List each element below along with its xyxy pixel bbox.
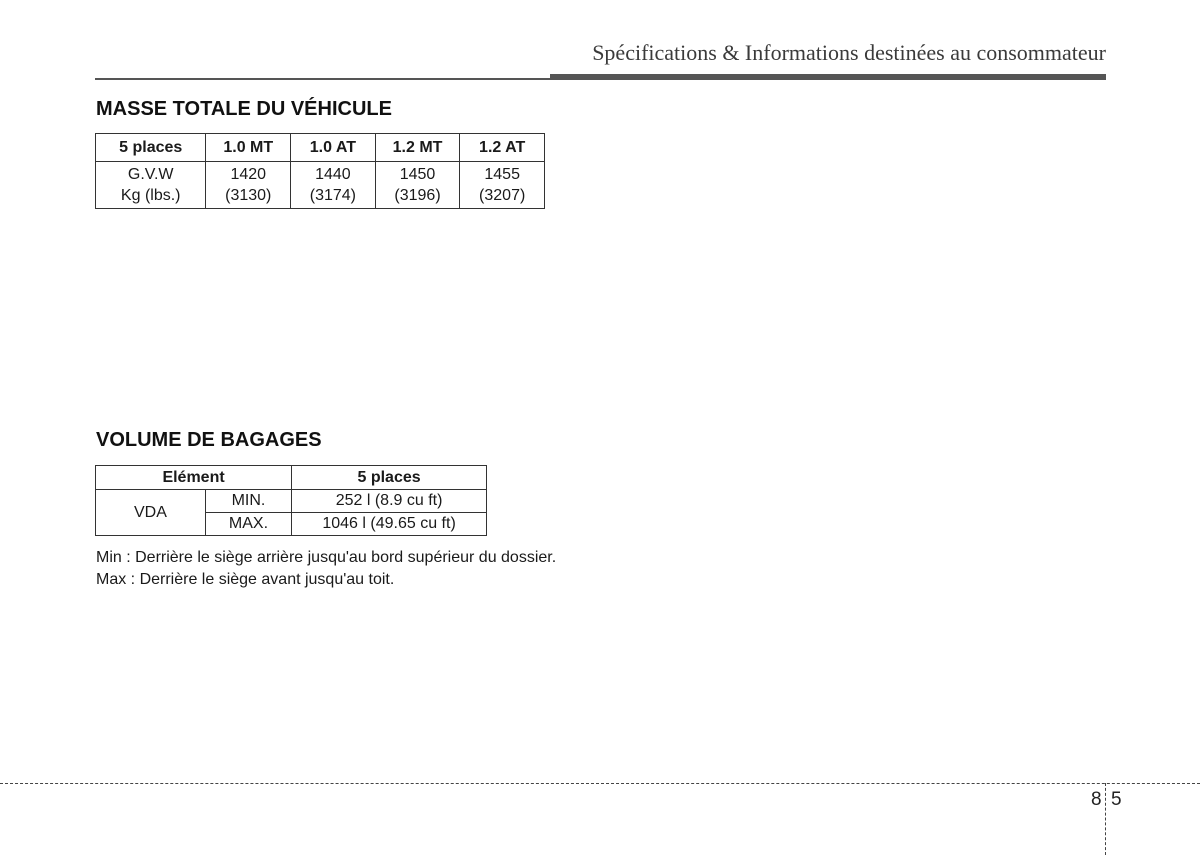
- luggage-volume-table: [95, 465, 487, 536]
- footer-dashed-divider: [1105, 783, 1106, 855]
- column-header: 1.0 AT: [291, 134, 376, 162]
- row-label-min: MIN.: [205, 490, 291, 513]
- table-row: [96, 162, 545, 209]
- chapter-number: 8: [1091, 789, 1102, 810]
- value-cell: [206, 162, 291, 209]
- header-rule-accent: [550, 74, 1106, 80]
- note-max: Max : Derrière le siège avant jusqu'au toit.: [96, 571, 395, 588]
- vehicle-weight-table: [95, 133, 545, 209]
- value-lbs: (3174): [309, 187, 356, 204]
- row-label-cell: [96, 162, 206, 209]
- value-cell: [460, 162, 545, 209]
- column-header-places: 5 places: [292, 466, 487, 490]
- row-label-gvw: G.V.W: [127, 166, 174, 183]
- value-kg: 1420: [230, 166, 267, 183]
- value-kg: 1450: [399, 166, 436, 183]
- footer-dashed-rule: [0, 783, 1200, 784]
- column-header: 1.2 MT: [375, 134, 460, 162]
- page-number: 5: [1111, 789, 1122, 810]
- value-cell-max: 1046 l (49.65 cu ft): [292, 513, 487, 536]
- column-header: 1.2 AT: [460, 134, 545, 162]
- table-row: [96, 490, 487, 513]
- value-kg: 1455: [484, 166, 520, 183]
- value-lbs: (3130): [225, 187, 272, 204]
- value-cell-min: 252 l (8.9 cu ft): [292, 490, 487, 513]
- row-label-max: MAX.: [205, 513, 291, 536]
- section-heading-masse: MASSE TOTALE DU VÉHICULE: [96, 98, 392, 120]
- column-header-element: Elément: [96, 466, 292, 490]
- page-header-title: Spécifications & Informations destinées au consommateur: [592, 40, 1106, 65]
- value-lbs: (3196): [394, 187, 441, 204]
- row-group-vda: VDA: [96, 490, 206, 536]
- value-cell: [375, 162, 460, 209]
- section-heading-volume: VOLUME DE BAGAGES: [96, 429, 322, 451]
- column-header: 1.0 MT: [206, 134, 291, 162]
- value-kg: 1440: [315, 166, 351, 183]
- value-lbs: (3207): [479, 187, 526, 204]
- table-header-row: [96, 466, 487, 490]
- row-label-unit: Kg (lbs.): [120, 187, 181, 204]
- note-min: Min : Derrière le siège arrière jusqu'au bord supérieur du dossier.: [96, 549, 557, 566]
- table-header-row: [96, 134, 545, 162]
- value-cell: [291, 162, 376, 209]
- column-header: 5 places: [96, 134, 206, 162]
